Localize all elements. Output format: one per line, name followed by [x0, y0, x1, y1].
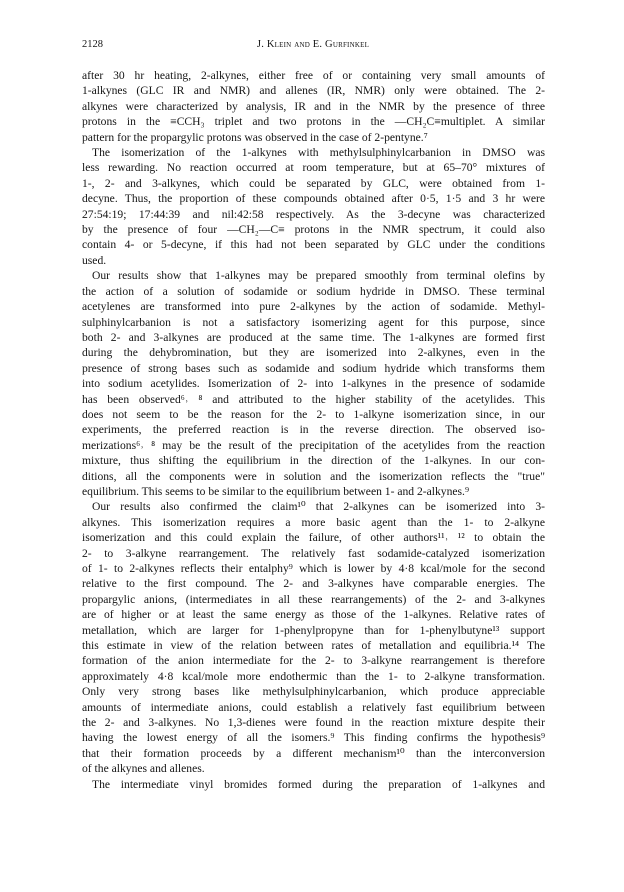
text-line: this estimate in view of the relation between rates of metallation and equilibria.¹⁴ The [82, 639, 545, 653]
text-line: are of higher or at least the same energy as those of the 1-alkynes. Relative rates of [82, 608, 545, 622]
text-line: Our results show that 1-alkynes may be prepared smoothly from terminal olefins by [92, 269, 545, 283]
text-line: propargylic anions, (intermediates in all these rearrangements) of the 2- and 3-alkynes [82, 592, 545, 606]
text-line: formation of the anion intermediate for the 2- to 3-alkyne rearrangement is therefore [82, 654, 545, 668]
text-line: Our results also confirmed the claim¹⁰ that 2-alkynes can be isomerized into 3- [92, 500, 545, 514]
text-line: of the alkynes and allenes. [82, 762, 205, 776]
text-line: 27:54:19; 17:44:39 and nil:42:58 respectively. As the 3-decyne was characterized [82, 207, 545, 221]
text-line: pattern for the propargylic protons was observed in the case of 2-pentyne.⁷ [82, 130, 428, 144]
text-line: 2- to 3-alkyne rearrangement. The relatively fast sodamide-catalyzed isomerization [82, 546, 545, 560]
text-line: during the dehybromination, but they are isomerized into 2-alkynes, even in the [82, 346, 545, 360]
text-line: presence of strong bases such as sodamide and sodium hydride which transforms them [82, 361, 545, 375]
page-header [82, 39, 544, 55]
text-line: alkynes. This isomerization requires a more basic agent than the 1- to 2-alkyne [82, 515, 545, 529]
page-number: 2128 [82, 39, 103, 50]
text-line: relative to the first compound. The 2- and 3-alkynes have comparable energies. The [82, 577, 545, 591]
article-body [82, 68, 545, 792]
paragraph [82, 268, 545, 499]
text-line: mixture, thus shifting the equilibrium in the direction of the 1-alkynes. In our con- [82, 454, 545, 468]
text-line: alkynes were characterized by analysis, IR and in the NMR by the presence of three [82, 99, 545, 113]
text-line: both 2- and 3-alkynes are produced at the same time. The 1-alkynes are formed first [82, 330, 545, 344]
text-line: decyne. Thus, the proportion of these compounds obtained after 0·5, 1·5 and 3 hr were [82, 192, 545, 206]
text-line: that their formation proceeds by a different mechanism¹⁰ than the interconversion [82, 746, 545, 760]
text-line: ditions, all the components were in solution and the isomerization reflects the "true" [82, 469, 545, 483]
paragraph [82, 145, 545, 268]
text-line: the action of a solution of sodamide or sodium hydride in DMSO. These terminal [82, 284, 545, 298]
text-line: does not seem to be the reason for the 2- to 1-alkyne isomerization since, in our [82, 407, 545, 421]
text-line: contain 4- or 5-decyne, if this had not been separated by GLC under the conditions [82, 238, 545, 252]
text-line: amounts of intermediate anions, could establish a relatively fast equilibrium between [82, 700, 545, 714]
text-line: by the presence of four —CH₂—C≡ protons in the NMR spectrum, it could also [82, 223, 545, 237]
text-line: used. [82, 253, 107, 267]
text-line: the 2- and 3-alkynes. No 1,3-dienes were found in the reaction mixture despite their [82, 716, 545, 730]
paragraph [82, 777, 545, 792]
text-line: experiments, the preferred reaction is in the reverse direction. The observed iso- [82, 423, 545, 437]
text-line: 1-alkynes (GLC IR and NMR) and allenes (IR, NMR) only were obtained. The 2- [82, 84, 545, 98]
running-head: J. Klein and E. Gurfinkel [256, 39, 370, 50]
text-line: The intermediate vinyl bromides formed during the preparation of 1-alkynes and [92, 777, 545, 791]
text-line: into sodium acetylides. Isomerization of 2- into 1-alkynes in the presence of sodamide [82, 377, 545, 391]
text-line: approximately 4·8 kcal/mole more endothermic than the 1- to 2-alkyne transformation. [82, 669, 545, 683]
text-line: having the lowest energy of all the isomers.⁹ This finding confirms the hypothesis⁹ [82, 731, 545, 745]
text-line: isomerization and this could explain the failure, of other authors¹¹˒ ¹² to obtain the [82, 531, 545, 545]
text-line: metallation, which are larger for 1-phenylpropyne than for 1-phenylbutyne¹³ support [82, 623, 545, 637]
text-line: has been observed⁶˒ ⁸ and attributed to the higher stability of the acetylides. This [82, 392, 545, 406]
text-line: The isomerization of the 1-alkynes with methylsulphinylcarbanion in DMSO was [92, 146, 545, 160]
paragraph [82, 68, 545, 145]
text-line: merizations⁶˒ ⁸ may be the result of the precipitation of the acetylides from the reaction [82, 438, 545, 452]
text-line: sulphinylcarbanion is not a satisfactory isomerizing agent for this purpose, since [82, 315, 545, 329]
paragraph [82, 499, 545, 776]
text-line: 1-, 2- and 3-alkynes, which could be separated by GLC, were obtained from 1- [82, 176, 545, 190]
text-line: after 30 hr heating, 2-alkynes, either free of or containing very small amounts of [82, 69, 545, 82]
text-line: Only very strong bases like methylsulphinylcarbanion, which produce appreciable [82, 685, 545, 699]
text-line: protons in the ≡CCH₃ triplet and two protons in the —CH₂C≡multiplet. A similar [82, 115, 545, 129]
text-line: less rewarding. No reaction occurred at room temperature, but at 65–70° mixtures of [82, 161, 545, 175]
text-line: of 1- to 2-alkynes reflects their entalphy⁹ which is lower by 4·8 kcal/mole for the second [82, 562, 545, 575]
text-line: acetylenes are transformed into pure 2-alkynes by the action of sodamide. Methyl- [82, 300, 545, 314]
text-line: equilibrium. This seems to be similar to the equilibrium between 1- and 2-alkynes.⁹ [82, 484, 469, 498]
